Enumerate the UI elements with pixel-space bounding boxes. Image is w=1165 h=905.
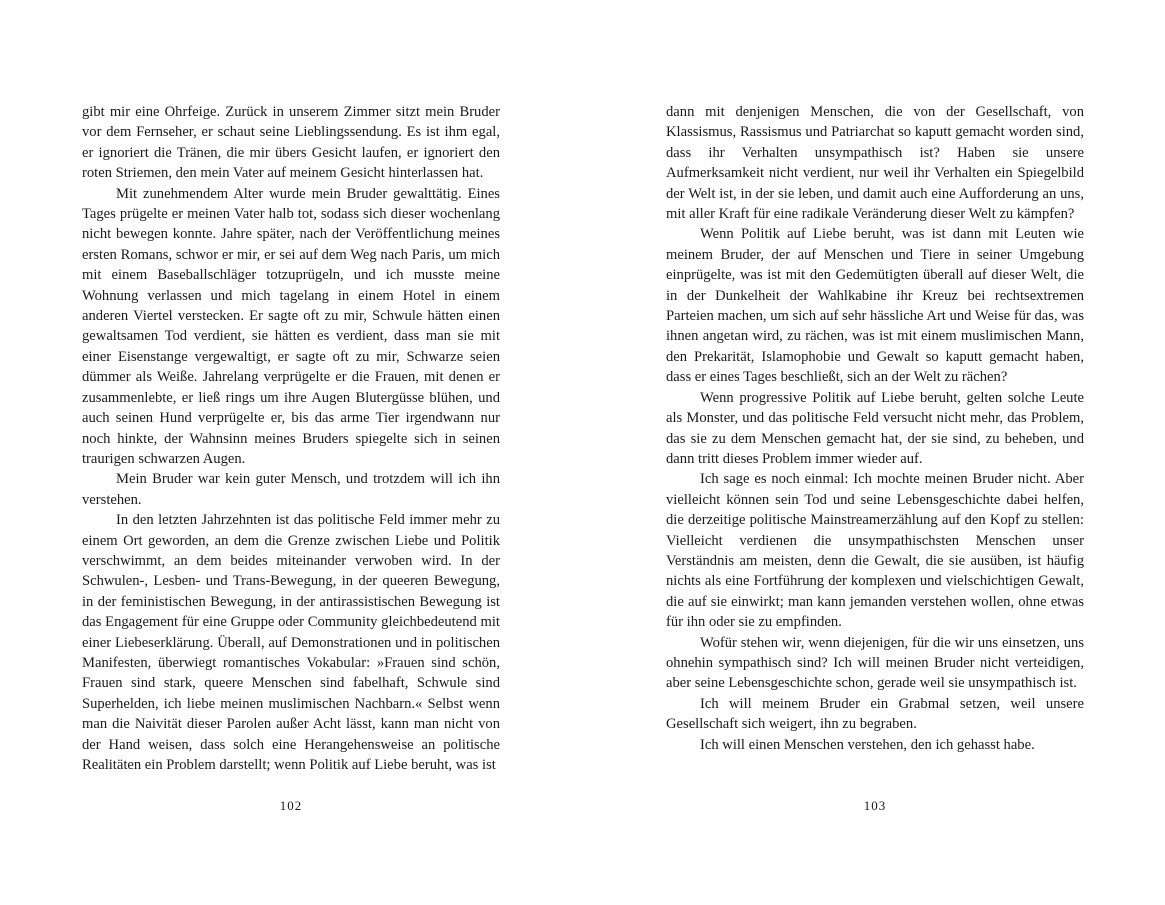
paragraph: Ich sage es noch einmal: Ich mochte meinen Bruder nicht. Aber vielleicht können sein Tod und seine Lebensgeschichte dabei helfen, die derzeitige politische Mainstreamerzählung auf den Kopf zu stellen: Vielleicht verdienen die unsympathischsten Menschen unser Verständnis am meisten, denn die Gewalt, die sie ausüben, ist häufig nichts als eine Fortführung der komplexen und vielschichtigen Gewalt, die auf sie einwirkt; man kann jemanden verstehen wollen, ohne etwas für ihn oder sie zu empfinden.: [666, 471, 1084, 631]
left-page-text: [82, 102, 500, 775]
paragraph: Wenn Politik auf Liebe beruht, was ist dann mit Leuten wie meinem Bruder, der auf Menschen und Tiere in seiner Umgebung einprügelte, was ist mit den Gedemütigten überall auf dieser Welt, die in der Dunkelheit der Wahlkabine ihr Kreuz bei rechtsextremen Parteien machen, um sich auf sehr hässliche Art und Weise für das, was ihnen angetan wird, zu rächen, was ist mit einem muslimischen Mann, den Prekarität, Islamophobie und Gewalt so kaputt gemacht haben, dass er eines Tages beschließt, sich an der Welt zu rächen?: [666, 226, 1084, 386]
paragraph: Ich will meinem Bruder ein Grabmal setzen, weil unsere Gesellschaft sich weigert, ihn zu begraben.: [666, 695, 1084, 733]
paragraph: In den letzten Jahrzehnten ist das politische Feld immer mehr zu einem Ort geworden, an dem die Grenze zwischen Liebe und Politik verschwimmt, an dem beides miteinander verwoben wird. In der Schwulen-, Lesben- und Trans-Bewegung, in der queeren Bewegung, in der feministischen Bewegung, in der antirassistischen Bewegung ist das Engagement für eine Gruppe oder Community gleichbedeutend mit einer Liebeserklärung. Überall, auf Demonstrationen und in politischen Manifesten, überwiegt romantisches Vokabular: »Frauen sind schön, Frauen sind stark, queere Menschen sind fabelhaft, Schwule sind Superhelden, ich liebe meinen muslimischen Nachbarn.« Selbst wenn man die Naivität dieser Parolen außer Acht lässt, kann man nicht von der Hand weisen, dass solch eine Herangehensweise an politische Realitäten ein Problem darstellt; wenn Politik auf Liebe beruht, was ist: [82, 512, 500, 773]
page-number-left: 102: [279, 798, 303, 813]
paragraph: Mein Bruder war kein guter Mensch, und trotzdem will ich ihn verstehen.: [82, 471, 500, 508]
paragraph: Mit zunehmendem Alter wurde mein Bruder gewalttätig. Eines Tages prügelte er meinen Vater halb tot, sodass sich dieser wochenlang nicht bewegen konnte. Jahre später, nach der Veröffentlichung meines ersten Romans, schwor er mir, er sei auf dem Weg nach Paris, um mich mit einem Baseballschläger totzuprügeln, und ich musste meine Wohnung verlassen und mich tagelang in einem Hotel in einem anderen Viertel verstecken. Er sagte oft zu mir, Schwule hätten einen gewaltsamen Tod verdient, sie hätten es verdient, dass man sie mit einer Eisenstange vergewaltigt, er sagte oft zu mir, Schwarze seien dümmer als Weiße. Jahrelang verprügelte er die Frauen, mit denen er zusammenlebte, er ließ rings um ihre Augen Blutergüsse blühen, und auch seinen Hund verprügelte er, bis das arme Tier irgendwann nur noch hinkte, der Wahnsinn meines Bruders spiegelte sich in seinen traurigen schwarzen Augen.: [82, 185, 500, 467]
paragraph: dann mit denjenigen Menschen, die von der Gesellschaft, von Klassismus, Rassismus und Patriarchat so kaputt gemacht worden sind, dass ihr Verhalten unsympathisch ist? Haben sie unsere Aufmerksamkeit nicht verdient, nur weil ihr Verhalten ein Spiegelbild der Welt ist, in der sie leben, und damit auch eine Aufforderung an uns, mit aller Kraft für eine radikale Veränderung dieser Welt zu kämpfen?: [666, 104, 1084, 223]
page-number-right: 103: [863, 798, 887, 813]
paragraph: Ich will einen Menschen verstehen, den ich gehasst habe.: [700, 736, 1035, 753]
paragraph: gibt mir eine Ohrfeige. Zurück in unserem Zimmer sitzt mein Bruder vor dem Fernseher, er schaut seine Lieblingssendung. Es ist ihm egal, er ignoriert die Tränen, die mir übers Gesicht laufen, er ignoriert den roten Striemen, den mein Vater auf meinem Gesicht hinterlassen hat.: [82, 104, 500, 182]
paragraph: Wenn progressive Politik auf Liebe beruht, gelten solche Leute als Monster, und das politische Feld versucht nicht mehr, das Problem, das sie zu dem Menschen gemacht hat, der sie sind, zu beheben, und dann tritt dieses Problem immer wieder auf.: [666, 389, 1084, 467]
right-page: [666, 102, 1084, 755]
right-page-text: [666, 102, 1084, 755]
paragraph: Wofür stehen wir, wenn diejenigen, für die wir uns einsetzen, uns ohnehin sympathisch sind? Ich will meinen Bruder nicht verteidigen, aber seine Lebensgeschichte schon, gerade weil sie unsympathisch ist.: [666, 634, 1084, 692]
left-page: [82, 102, 500, 775]
